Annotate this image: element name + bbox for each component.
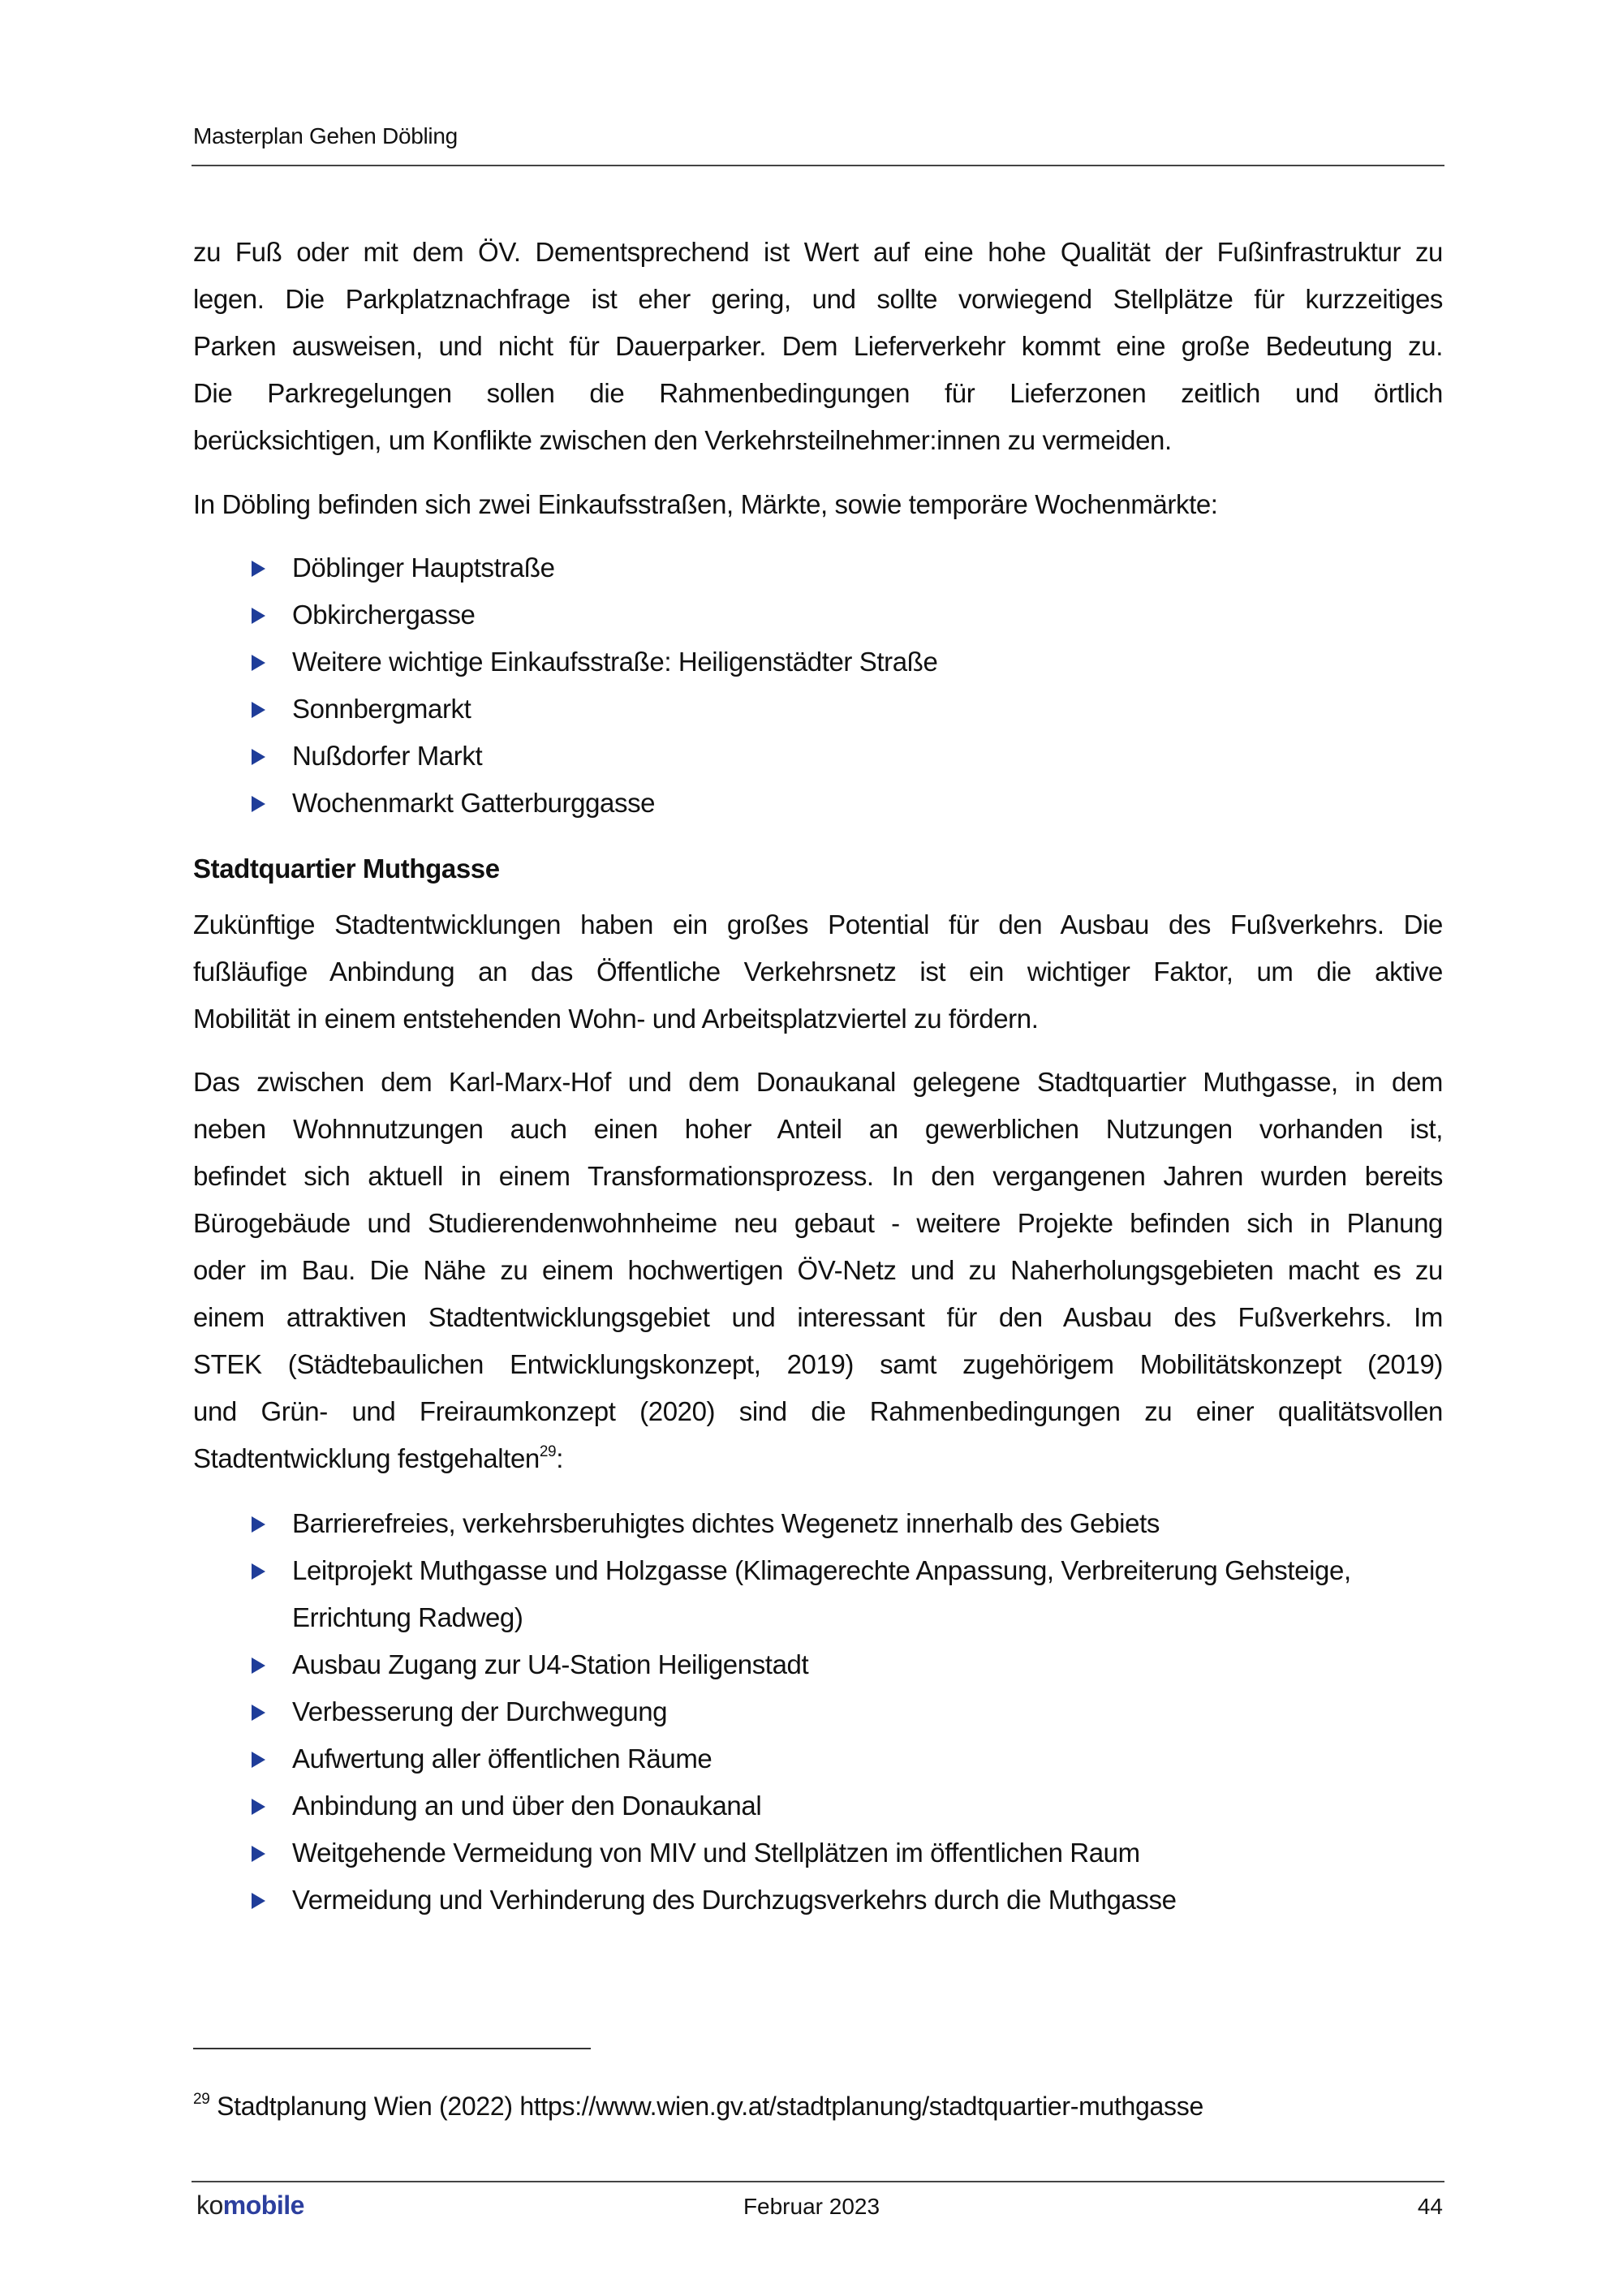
- paragraph-2: [193, 481, 1443, 528]
- text-line: und Grün- und Freiraumkonzept (2020) sind die Rahmenbedingungen zu einer qualitätsvollen: [193, 1396, 1443, 1426]
- text-line: In Döbling befinden sich zwei Einkaufsstraßen, Märkte, sowie temporäre Wochenmärkte:: [193, 489, 1218, 519]
- list-item-text: Döblinger Hauptstraße: [292, 553, 555, 583]
- list-item: [193, 733, 1443, 780]
- bullet-triangle-icon: [252, 1893, 265, 1909]
- list-item-text: Ausbau Zugang zur U4-Station Heiligenstadt: [292, 1649, 809, 1679]
- text-line: fußläufige Anbindung an das Öffentliche Verkehrsnetz ist ein wichtiger Faktor, um die aktive: [193, 957, 1443, 987]
- list-item: [193, 1641, 1443, 1688]
- running-header: Masterplan Gehen Döbling: [193, 123, 458, 148]
- list-item: [193, 780, 1443, 827]
- list-item-text: Wochenmarkt Gatterburggasse: [292, 788, 656, 818]
- bullet-triangle-icon: [252, 1563, 265, 1580]
- footnote-number: 29: [193, 2091, 210, 2108]
- page-number: 44: [1417, 2194, 1443, 2219]
- bullet-triangle-icon: [252, 655, 265, 671]
- text-line: befindet sich aktuell in einem Transformationsprozess. In den vergangenen Jahren wurden bereits: [193, 1161, 1443, 1191]
- list-item-text: Sonnbergmarkt: [292, 694, 471, 724]
- list-item-text: Leitprojekt Muthgasse und Holzgasse (Klimagerechte Anpassung, Verbreiterung Gehsteige,: [292, 1555, 1351, 1585]
- list-item-text: Verbesserung der Durchwegung: [292, 1696, 668, 1726]
- list-item-text: Aufwertung aller öffentlichen Räume: [292, 1743, 712, 1774]
- list-item: [193, 1877, 1443, 1924]
- text-line: berücksichtigen, um Konflikte zwischen den Verkehrsteilnehmer:innen zu vermeiden.: [193, 425, 1172, 455]
- bullet-triangle-icon: [252, 796, 265, 812]
- section-heading: Stadtquartier Muthgasse: [193, 853, 500, 884]
- list-item: [193, 544, 1443, 591]
- text-line: legen. Die Parkplatznachfrage ist eher gering, und sollte vorwiegend Stellplätze für kurzzeitiges: [193, 284, 1443, 314]
- list-item: [193, 1500, 1443, 1547]
- paragraph-3: [193, 901, 1443, 1043]
- logo-mobile: mobile: [222, 2191, 304, 2220]
- list-framework-conditions: [193, 1500, 1443, 1924]
- footnote-ref[interactable]: 29: [539, 1443, 557, 1460]
- list-item-text: Nußdorfer Markt: [292, 741, 483, 771]
- list-item-text: Errichtung Radweg): [292, 1602, 523, 1632]
- list-item: [193, 1594, 1443, 1641]
- bullet-triangle-icon: [252, 1705, 265, 1721]
- bullet-triangle-icon: [252, 1516, 265, 1533]
- text-line: Die Parkregelungen sollen die Rahmenbedingungen für Lieferzonen zeitlich und örtlich: [193, 378, 1443, 408]
- list-item: [193, 686, 1443, 733]
- list-item: [193, 1547, 1443, 1594]
- text-line: Zukünftige Stadtentwicklungen haben ein großes Potential für den Ausbau des Fußverkehrs. Die: [193, 909, 1443, 939]
- text-line: Das zwischen dem Karl-Marx-Hof und dem Donaukanal gelegene Stadtquartier Muthgasse, in dem: [193, 1067, 1443, 1097]
- bullet-triangle-icon: [252, 702, 265, 718]
- list-item: [193, 1829, 1443, 1877]
- footnote-text[interactable]: Stadtplanung Wien (2022) https://www.wien.gv.at/stadtplanung/stadtquartier-muthgasse: [217, 2092, 1203, 2121]
- list-item-text: Anbindung an und über den Donaukanal: [292, 1791, 762, 1821]
- list-item: [193, 1782, 1443, 1829]
- bullet-triangle-icon: [252, 749, 265, 765]
- list-item: [193, 591, 1443, 638]
- list-item-text: Weitgehende Vermeidung von MIV und Stellplätzen im öffentlichen Raum: [292, 1838, 1140, 1868]
- paragraph-4: [193, 1059, 1443, 1482]
- list-item-text: Vermeidung und Verhinderung des Durchzugsverkehrs durch die Muthgasse: [292, 1885, 1177, 1915]
- text-line: Bürogebäude und Studierendenwohnheime neu gebaut - weitere Projekte befinden sich in Planung: [193, 1208, 1443, 1238]
- footer-rule: [192, 2181, 1444, 2182]
- text-line: STEK (Städtebaulichen Entwicklungskonzept, 2019) samt zugehörigem Mobilitätskonzept (2019): [193, 1349, 1443, 1379]
- list-item-text: Obkirchergasse: [292, 600, 476, 630]
- paragraph-1: [193, 229, 1443, 464]
- list-item: [193, 1688, 1443, 1735]
- list-item: [193, 638, 1443, 686]
- text-segment: Stadtentwicklung festgehalten: [193, 1443, 540, 1473]
- bullet-triangle-icon: [252, 1752, 265, 1768]
- text-line: oder im Bau. Die Nähe zu einem hochwertigen ÖV-Netz und zu Naherholungsgebieten macht es zu: [193, 1255, 1443, 1285]
- text-line: neben Wohnnutzungen auch einen hoher Anteil an gewerblichen Nutzungen vorhanden ist,: [193, 1114, 1443, 1144]
- footnote-rule: [193, 2048, 591, 2049]
- text-line: Mobilität in einem entstehenden Wohn- und Arbeitsplatzviertel zu fördern.: [193, 1004, 1039, 1034]
- bullet-triangle-icon: [252, 608, 265, 624]
- text-line: zu Fuß oder mit dem ÖV. Dementsprechend ist Wert auf eine hohe Qualität der Fußinfrastruktur zu: [193, 237, 1443, 267]
- bullet-triangle-icon: [252, 1846, 265, 1862]
- bullet-triangle-icon: [252, 1658, 265, 1674]
- logo-ko: ko: [196, 2191, 223, 2220]
- list-shopping-streets: [193, 544, 1443, 827]
- header-rule: [192, 165, 1444, 166]
- text-line: einem attraktiven Stadtentwicklungsgebiet und interessant für den Ausbau des Fußverkehrs. Im: [193, 1302, 1443, 1332]
- text-line: [193, 1435, 1443, 1482]
- footnote: [193, 2092, 1203, 2122]
- text-segment: :: [556, 1443, 563, 1473]
- list-item-text: Weitere wichtige Einkaufsstraße: Heiligenstädter Straße: [292, 647, 938, 677]
- footer-date: Februar 2023: [743, 2194, 880, 2219]
- text-line: Parken ausweisen, und nicht für Dauerparker. Dem Lieferverkehr kommt eine große Bedeutung zu.: [193, 331, 1443, 361]
- list-item-text: Barrierefreies, verkehrsberuhigtes dichtes Wegenetz innerhalb des Gebiets: [292, 1508, 1160, 1538]
- list-item: [193, 1735, 1443, 1782]
- bullet-triangle-icon: [252, 1799, 265, 1815]
- bullet-triangle-icon: [252, 561, 265, 577]
